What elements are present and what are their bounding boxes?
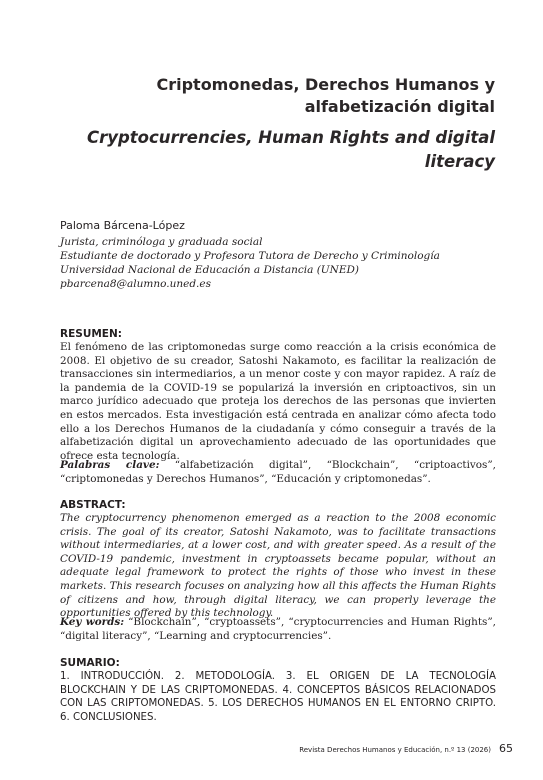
palabras-clave-label: Palabras clave: [60,459,160,471]
author-name: Paloma Bárcena-López [60,219,185,232]
key-words-text: “Blockchain”, “cryptoassets”, “cryptocurrencies and Human Rights”, “digital literacy”, “Learning and cryptocurrencies”. [60,616,496,642]
abstract-section [60,498,496,621]
resumen-section [60,327,496,463]
resumen-text: El fenómeno de las criptomonedas surge como reacción a la crisis económica de 2008. El objetivo de su creador, Satoshi Nakamoto, es facilitar la realización de transacciones sin intermediarios, a un menor coste y con mayor rapidez. A raíz de la pandemia de la COVID-19 se popularizá la inversión en criptoactivos, sin un marco jurídico adecuado que proteja los derechos de las personas que invierten en estos mercados. Esta investigación está centrada en analizar cómo afecta todo ello a los Derechos Humanos de la ciudadanía y cómo conseguir a través de la alfabetización digital un aprovechamiento adecuado de las oportunidades que ofrece esta tecnología. [60,341,496,462]
title-spanish-line2: alfabetización digital [304,97,495,116]
author-email: pbarcena8@alumno.uned.es [60,278,211,290]
palabras-clave [60,459,496,486]
abstract-text: The cryptocurrency phenomenon emerged as a reaction to the 2008 economic crisis. The goal of its creator, Satoshi Nakamoto, was to facilitate transactions without intermediaries, at a lower cost, and with greater speed. As a result of the COVID-19 pandemic, investment in cryptoassets became popular, without an adequate legal framework to protect the rights of those who invest in these markets. This research focuses on analyzing how all this affects the Human Rights of citizens and how, through digital literacy, we can properly leverage the opportunities offered by this technology. [60,512,496,620]
author-role: Jurista, criminóloga y graduada social [60,236,263,248]
journal-citation: Revista Derechos Humanos y Educación, n.º 13 (2026) [299,746,491,754]
page-number: 65 [499,742,513,755]
author-position: Estudiante de doctorado y Profesora Tutora de Derecho y Criminología [60,250,440,262]
title-english: Cryptocurrencies, Human Rights and digital literacy [86,128,495,171]
abstract-heading: ABSTRACT: [60,499,126,511]
title-spanish [55,74,495,118]
sumario-section [60,656,496,724]
author-block [60,218,500,291]
page-footer [299,742,513,755]
author-institution: Universidad Nacional de Educación a Distancia (UNED) [60,264,360,276]
palabras-clave-text: “alfabetización digital”, “Blockchain”, “criptoactivos”, “criptomonedas y Derechos Humanos”, “Educación y criptomonedas”. [60,459,496,485]
title-spanish-line1: Criptomonedas, Derechos Humanos y [156,75,495,94]
sumario-text: 1. INTRODUCCIÓN. 2. METODOLOGÍA. 3. EL ORIGEN DE LA TECNOLOGÍA BLOCKCHAIN Y DE LAS CRIPTOMONEDAS. 4. CONCEPTOS BÁSICOS RELACIONADOS CON LAS CRIPTOMONEDAS. 5. LOS DERECHOS HUMANOS EN EL ENTORNO CRIPTO. 6. CONCLUSIONES. [60,671,496,723]
key-words-label: Key words: [60,616,125,628]
resumen-heading: RESUMEN: [60,328,122,340]
sumario-heading: SUMARIO: [60,657,120,669]
key-words [60,616,496,643]
